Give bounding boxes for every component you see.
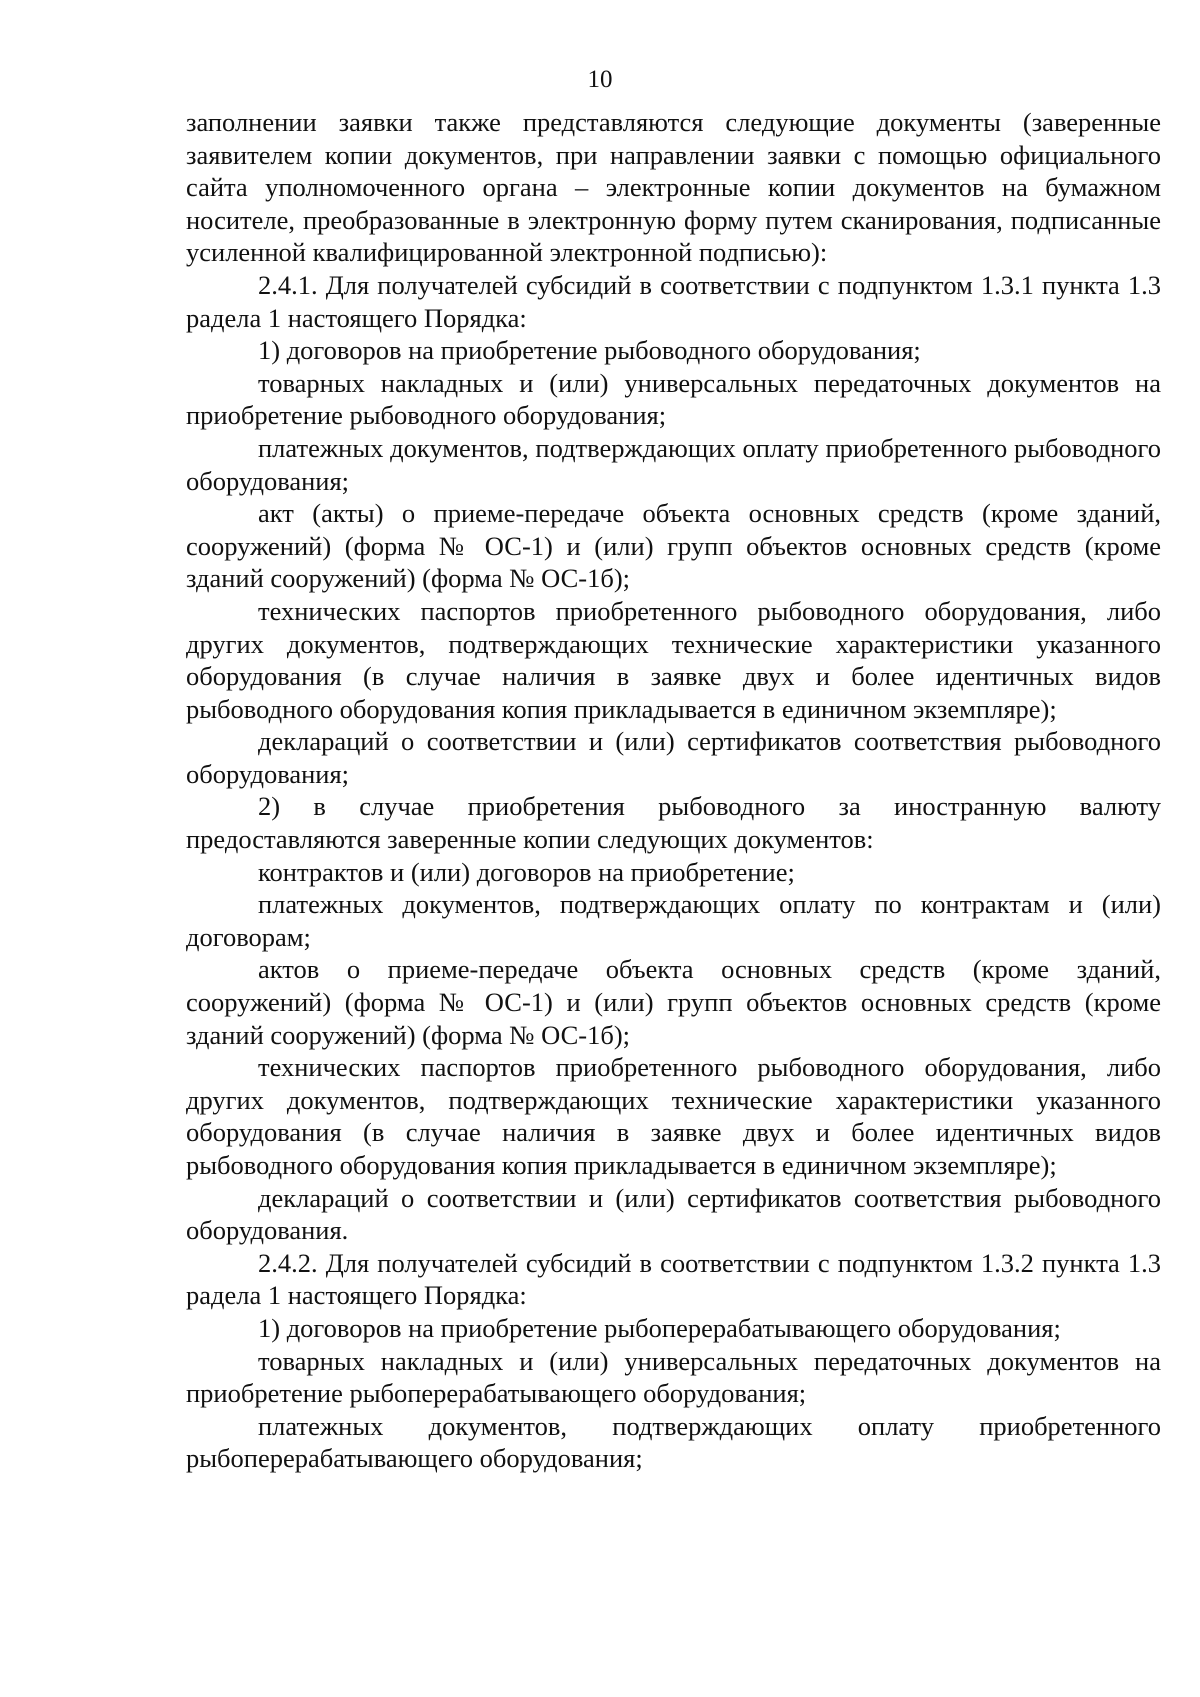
paragraph: 2.4.2. Для получателей субсидий в соответствии с подпунктом 1.3.2 пункта 1.3 радела 1 настоящего Порядка: xyxy=(186,1247,1161,1311)
paragraph: 2.4.1. Для получателей субсидий в соответствии с подпунктом 1.3.1 пункта 1.3 радела 1 настоящего Порядка: xyxy=(186,269,1161,333)
paragraph: технических паспортов приобретенного рыбоводного оборудования, либо других документов, подтверждающих технические характеристики указанного оборудования (в случае наличия в заявке двух и более идентичных видов рыбоводного оборудования копия прикладывается в единичном экземпляре); xyxy=(186,1052,1161,1180)
paragraph: технических паспортов приобретенного рыбоводного оборудования, либо других документов, подтверждающих технические характеристики указанного оборудования (в случае наличия в заявке двух и более идентичных видов рыбоводного оборудования копия прикладывается в единичном экземпляре); xyxy=(186,595,1161,724)
paragraph: товарных накладных и (или) универсальных передаточных документов на приобретение рыбоперерабатывающего оборудования; xyxy=(186,1345,1161,1409)
paragraph: 1) договоров на приобретение рыбоводного оборудования; xyxy=(258,335,921,366)
paragraph: платежных документов, подтверждающих оплату приобретенного рыбоводного оборудования; xyxy=(186,432,1161,496)
paragraph: заполнении заявки также представляются следующие документы (заверенные заявителем копии документов, при направлении заявки с помощью официального сайта уполномоченного органа – электронные копии документов на бумажном носителе, преобразованные в электронную форму путем сканирования, подписанные усиленной квалифицированной электронной подписью): xyxy=(186,107,1161,268)
paragraph: актов о приеме-передаче объекта основных средств (кроме зданий, сооружений) (форма № ОС-1) и (или) групп объектов основных средств (кроме зданий сооружений) (форма № ОС-1б); xyxy=(186,954,1161,1050)
paragraph: платежных документов, подтверждающих оплату по контрактам и (или) договорам; xyxy=(186,889,1161,952)
paragraph: акт (акты) о приеме-передаче объекта основных средств (кроме зданий, сооружений) (форма № ОС-1) и (или) групп объектов основных средств (кроме зданий сооружений) (форма № ОС-1б); xyxy=(186,498,1161,594)
paragraph: деклараций о соответствии и (или) сертификатов соответствия рыбоводного оборудования. xyxy=(186,1182,1161,1246)
paragraph: 1) договоров на приобретение рыбоперерабатывающего оборудования; xyxy=(258,1312,1061,1343)
paragraph: платежных документов, подтверждающих оплату приобретенного рыбоперерабатывающего оборудования; xyxy=(186,1410,1161,1474)
paragraph: контрактов и (или) договоров на приобретение; xyxy=(258,856,795,887)
paragraph: деклараций о соответствии и (или) сертификатов соответствия рыбоводного оборудования; xyxy=(186,726,1161,789)
page-number: 10 xyxy=(587,66,613,93)
paragraph: 2) в случае приобретения рыбоводного за иностранную валюту предоставляются заверенные копии следующих документов: xyxy=(186,791,1161,855)
document-body xyxy=(186,106,1161,1475)
paragraph: товарных накладных и (или) универсальных передаточных документов на приобретение рыбоводного оборудования; xyxy=(186,367,1161,431)
